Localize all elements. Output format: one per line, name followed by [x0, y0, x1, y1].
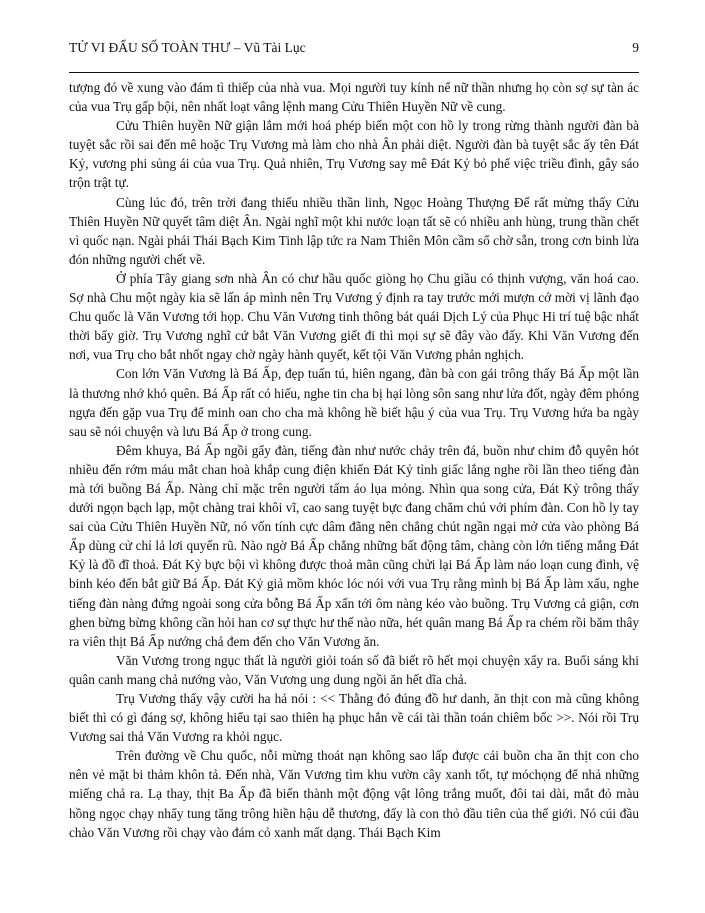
paragraph-continuation: tượng đó về xung vào đám tì thiếp của nhà vua. Mọi người tuy kính nể nữ thần nhưng họ còn sợ sự tàn ác của vua Trụ gấp bội, nên nhất loạt vâng lệnh mang Cửu Thiên Huyền Nữ về cung. [69, 80, 639, 115]
running-header [69, 38, 639, 58]
body-text [69, 78, 639, 842]
paragraph: Trên đường về Chu quốc, nỗi mừng thoát nạn không sao lấp được cái buồn cha ăn thịt con cho nên vẻ mặt bi thảm khôn tả. Đến nhà, Văn Vương tìm khu vườn cây xanh tốt, tự móchọng để nhả những miếng chả ra. Lạ thay, thịt Ba Ấp đã biến thành một động vật lông trắng muốt, đôi tai dài, mắt đỏ màu hồng ngọc chạy nhẩy tung tăng trông hiền hậu dễ thương, đấy là con thỏ đầu tiên của thế giới. Nó cúi đầu chào Văn Vương rồi chạy vào đám cỏ xanh mất dạng. Thái Bạch Kim [69, 748, 639, 840]
paragraph: Trụ Vương thấy vậy cười ha hả nói : << Thằng đó đúng đồ hư danh, ăn thịt con mà cũng không biết thì có gì đáng sợ, không hiểu tại sao thiên hạ phục hắn về cái tài thần toán chiêm bốc >>. Nói rồi Trụ Vương sai thả Văn Vương ra khỏi ngục. [69, 691, 639, 745]
paragraph: Cùng lúc đó, trên trời đang thiếu nhiều thần linh, Ngọc Hoàng Thượng Đế rất mừng thấy Cửu Thiên Huyền Nữ quyết tâm diệt Ân. Ngài nghĩ một khi nước loạn tất sẽ có nhiều anh hùng, trung thần chết vì quốc nạn. Ngài phái Thái Bạch Kim Tinh lập tức ra Nam Thiên Môn cầm sổ chờ sẵn, trong cơn binh lửa đón những người chết về. [69, 194, 639, 267]
paragraph: Ở phía Tây giang sơn nhà Ân có chư hầu quốc giòng họ Chu giầu có thịnh vượng, văn hoá cao. Sợ nhà Chu một ngày kia sẽ lấn áp mình nên Trụ Vương ý định ra tay trước mới mượn cớ mời vị lãnh đạo Chu quốc là Văn Vương tới họp. Chu Văn Vương tinh thông bát quái Dịch Lý của Phục Hi trí tuệ bậc nhất thời bấy giờ. Trụ Vương nghĩ cứ bắt Văn Vương giết đi thì mọi sự sẽ đây vào đấy. Khi Văn Vương đến nơi, vua Trụ cho bắt nhốt ngay chờ ngày hành quyết, kết tội Văn Vương phản nghịch. [69, 270, 639, 363]
header-rule [69, 72, 639, 73]
paragraph: Con lớn Văn Vương là Bá Ấp, đẹp tuấn tú, hiên ngang, đàn bà con gái trông thấy Bá Ấp một lần là thương nhớ khó quên. Bá Ấp rất có hiếu, nghe tin cha bị hại lòng sôn sang như lửa đốt, ngày đêm phóng ngựa đến gặp vua Trụ để minh oan cho cha mà không hề biết hậu ý của vua Trụ. Trụ Vương hứa ba ngày sau sẽ nói chuyện và lưu Bá Ấp ở trong cung. [69, 366, 639, 439]
paragraph: Cửu Thiên huyền Nữ giận lắm mới hoá phép biến một con hồ ly trong rừng thành người đàn bà tuyệt sắc rồi sai đến mê hoặc Trụ Vương mà làm cho nhà Ân phải diệt. Người đàn bà tuyệt sắc ấy tên Đát Kỷ, vương phi sủng ái của vua Trụ. Quả nhiên, Trụ Vương say mê Đát Kỷ bỏ phế việc triều đình, gây sáo trộn trật tự. [69, 118, 639, 191]
book-title: TỬ VI ĐẨU SỐ TOÀN THƯ – Vũ Tài Lục [69, 40, 306, 55]
paragraph: Văn Vương trong ngục thất là người giỏi toán số đã biết rõ hết mọi chuyện xẩy ra. Buổi sáng khi quân canh mang chả nướng vào, Văn Vương ung dung ngồi ăn hết dĩa chả. [69, 652, 639, 687]
page-number: 9 [632, 40, 639, 55]
paragraph: Đêm khuya, Bá Ấp ngồi gẩy đàn, tiếng đàn như nước chảy trên đá, buồn như chim đỗ quyên hót nhiều đến rớm máu mắt chan hoà khắp cung điện khiến Đát Kỷ tỉnh giấc lắng nghe rồi lần theo tiếng đàn mà tới buồng Bá Ấp. Nàng chỉ mặc trên người tấm áo lụa mỏng. Nhìn qua song cửa, Đát Kỷ trông thấy dưới ngọn bạch lạp, một chàng trai khôi vĩ, cao sang tuyệt bực đang chăm chú với phím đàn. Con hồ ly tay sai của Cửu Thiên Huyền Nữ, nó vốn tính cực dâm đãng nên chẳng chút ngần ngại mở cửa vào phòng Bá Ấp dùng cử chỉ lả lơi quyến rũ. Nào ngờ Bá Ấp chẳng những bất động tâm, chàng còn lớn tiếng mắng Đát Kỷ là đồ đĩ thoả. Đát Kỷ bực bội vì không được thoả mãn cũng chửi lại Bá Ấp làm náo loạn cung đình, vệ binh kéo đến bắt giữ Bá Ấp. Đát Kỷ giả mồm khóc lóc nói với vua Trụ rằng mình bị Bá Ấp làm xấu, nghe tiếng đàn nàng đứng ngoài song cửa bỗng Bá Ấp xấn tới ôm nàng kéo vào buồng. Trụ Vương cả giận, cơn ghen bừng bừng không cần hỏi han cơ sự thực hư thế nào nữa, hét quân mang Bá Ấp ra chém rồi băm thây ra viên thịt Bá Ấp nướng chả đem đến cho Văn Vương ăn. [69, 442, 639, 649]
